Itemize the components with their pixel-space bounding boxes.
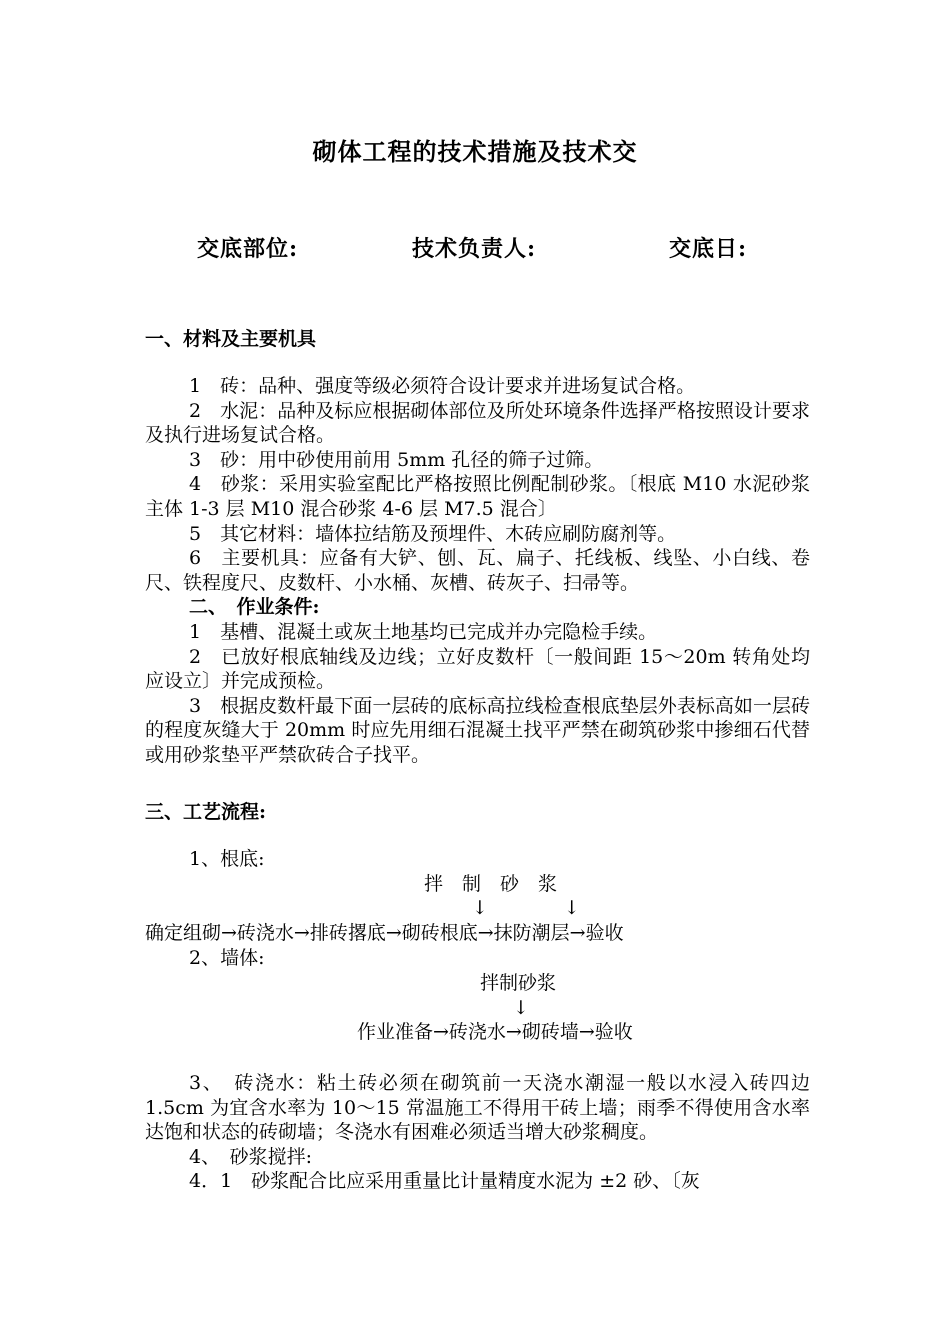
flow-2-top: 拌制砂浆 bbox=[480, 972, 557, 994]
section-3-item: 4、 砂浆搅拌: bbox=[189, 1145, 312, 1168]
document-title: 砌体工程的技术措施及技术交 bbox=[312, 137, 638, 166]
flow-2-label: 2、墙体: bbox=[189, 947, 265, 969]
section-2-item: 1 基槽、混凝土或灰土地基均已完成并办完隐检手续。 bbox=[189, 620, 658, 643]
section-1-item: 4 砂浆：采用实验室配比严格按照比例配制砂浆。〔根底 M10 水泥砂浆主体 1-3 层 M10 混合砂浆 4-6 层 M7.5 混合〕 bbox=[145, 473, 810, 520]
flow-1-top: 拌 制 砂 浆 bbox=[424, 873, 558, 895]
section-1-item: 2 水泥：品种及标应根据砌体部位及所处环境条件选择严格按照设计要求及执行进场复试合格。 bbox=[145, 399, 810, 447]
responsible-label: 技术负责人: bbox=[412, 236, 537, 262]
date-label: 交底日: bbox=[669, 236, 748, 262]
flow-1-label: 1、根底: bbox=[189, 848, 265, 870]
section-2-heading: 二、 作业条件: bbox=[189, 596, 320, 619]
section-1-item: 1 砖：品种、强度等级必须符合设计要求并进场复试合格。 bbox=[189, 375, 696, 397]
section-3-heading: 三、工艺流程: bbox=[145, 801, 267, 823]
flow-1-main: 确定组砌→砖浇水→排砖撂底→砌砖根底→抹防潮层→验收 bbox=[145, 922, 624, 944]
section-1-item: 5 其它材料：墙体拉结筋及预埋件、木砖应刷防腐剂等。 bbox=[189, 522, 677, 545]
section-2-item: 2 已放好根底轴线及边线；立好皮数杆〔一般间距 15～20m 转角处均应设立〕并完成预检。 bbox=[145, 645, 810, 693]
section-3-item: 3、 砖浇水：粘土砖必须在砌筑前一天浇水潮湿一般以水浸入砖四边 1.5cm 为宜含水率为 10～15 常温施工不得用干砖上墙；雨季不得使用含水率达饱和状态的砖砌墙；冬浇水有困难必须适当增大砂浆稠度。 bbox=[145, 1072, 810, 1144]
section-3-body bbox=[145, 1071, 810, 1194]
flow-1-arrows: ↓ ↓ bbox=[472, 897, 580, 919]
section-1-item: 6 主要机具：应备有大铲、刨、瓦、扁子、托线板、线坠、小白线、卷尺、铁程度尺、皮数杆、小水桶、灰槽、砖灰子、扫帚等。 bbox=[145, 547, 810, 594]
section-3-item: 4．1 砂浆配合比应采用重量比计量精度水泥为 ±2 砂、〔灰 bbox=[189, 1170, 700, 1193]
flow-2-main: 作业准备→砖浇水→砌砖墙→验收 bbox=[357, 1021, 633, 1043]
location-label: 交底部位: bbox=[197, 236, 299, 262]
flow-2-arrow: ↓ bbox=[513, 997, 529, 1019]
section-1-heading: 一、材料及主要机具 bbox=[145, 328, 317, 350]
section-1-body bbox=[145, 374, 810, 768]
section-2-item: 3 根据皮数杆最下面一层砖的底标高拉线检查根底垫层外表标高如一层砖的程度灰缝大于 20mm 时应先用细石混凝土找平严禁在砌筑砂浆中掺细石代替或用砂浆垫平严禁砍砖合子找平。 bbox=[145, 694, 810, 766]
section-1-item: 3 砂：用中砂使用前用 5mm 孔径的筛子过筛。 bbox=[189, 448, 604, 471]
